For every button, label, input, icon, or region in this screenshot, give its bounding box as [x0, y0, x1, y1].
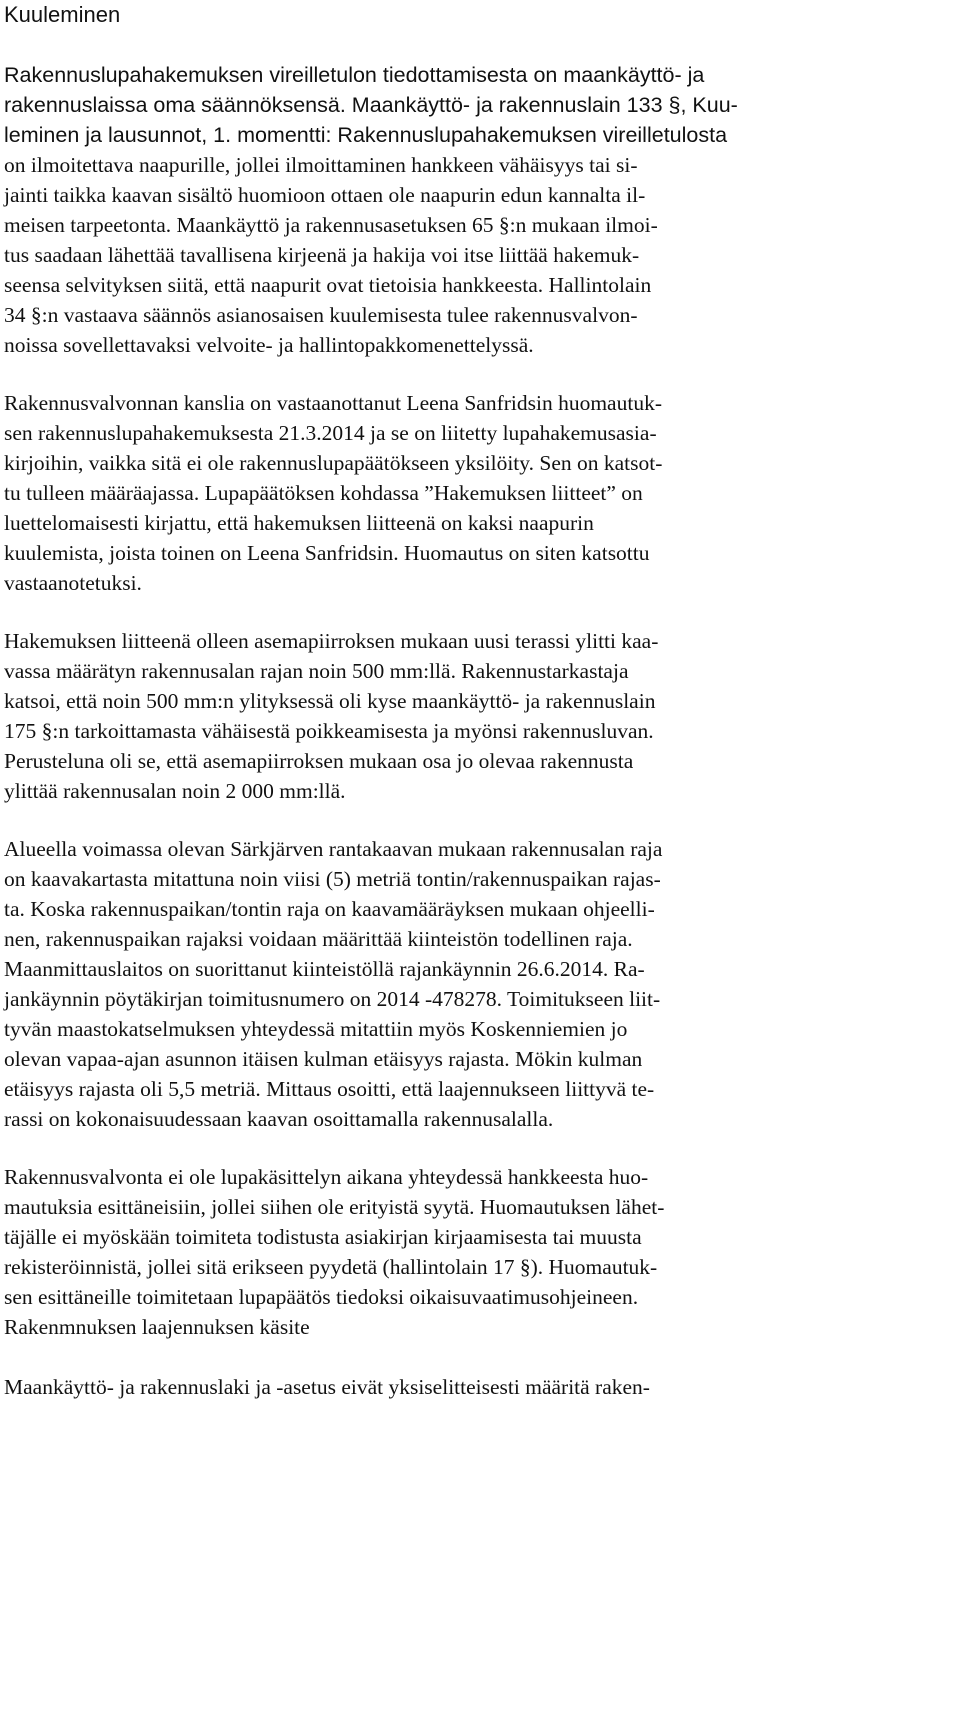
paragraph-3-line-4: 175 §:n tarkoittamasta vähäisestä poikkeamisesta ja myönsi rakennusluvan. — [4, 719, 654, 743]
paragraph-1-line-6: meisen tarpeetonta. Maankäyttö ja rakennusasetuksen 65 §:n mukaan ilmoi- — [4, 213, 658, 237]
paragraph-1-line-7: tus saadaan lähettää tavallisena kirjeenä ja hakija voi itse liittää hakemuk- — [4, 243, 640, 267]
paragraph-4-line-3: ta. Koska rakennuspaikan/tontin raja on kaavamääräyksen mukaan ohjeelli- — [4, 897, 655, 921]
paragraph-4-line-6: jankäynnin pöytäkirjan toimitusnumero on 2014 -478278. Toimitukseen liit- — [4, 987, 661, 1011]
paragraph-2-line-7: vastaanotetuksi. — [4, 571, 142, 595]
paragraph-1-line-8: seensa selvityksen siitä, että naapurit ovat tietoisia hankkeesta. Hallintolain — [4, 273, 652, 297]
paragraph-2-line-4: tu tulleen määräajassa. Lupapäätöksen kohdassa ”Hakemuksen liitteet” on — [4, 481, 643, 505]
paragraph-3-line-3: katsoi, että noin 500 mm:n ylityksessä oli kyse maankäyttö- ja rakennuslain — [4, 689, 656, 713]
paragraph-3-line-2: vassa määrätyn rakennusalan rajan noin 500 mm:llä. Rakennustarkastaja — [4, 659, 629, 683]
paragraph-3-line-5: Perusteluna oli se, että asemapiirroksen mukaan osa jo olevaa rakennusta — [4, 749, 634, 773]
paragraph-5-line-3: täjälle ei myöskään toimiteta todistusta asiakirjan kirjaamisesta tai muusta — [4, 1225, 642, 1249]
paragraph-4-line-2: on kaavakartasta mitattuna noin viisi (5) metriä tontin/rakennuspaikan rajas- — [4, 867, 661, 891]
paragraph-4-line-9: etäisyys rajasta oli 5,5 metriä. Mittaus osoitti, että laajennukseen liittyvä te- — [4, 1077, 655, 1101]
paragraph-5-line-1: Rakennusvalvonta ei ole lupakäsittelyn aikana yhteydessä hankkeesta huo- — [4, 1165, 649, 1189]
paragraph-2-line-6: kuulemista, joista toinen on Leena Sanfridsin. Huomautus on siten katsottu — [4, 541, 650, 565]
paragraph-1-line-3: leminen ja lausunnot, 1. momentti: Rakennuslupahakemuksen vireilletulosta — [4, 123, 728, 147]
paragraph-1-line-1: Rakennuslupahakemuksen vireilletulon tiedottamisesta on maankäyttö- ja — [4, 63, 705, 87]
paragraph-1-line-2: rakennuslaissa oma säännöksensä. Maankäyttö- ja rakennuslain 133 §, Kuu- — [4, 93, 738, 117]
paragraph-2-line-1: Rakennusvalvonnan kanslia on vastaanottanut Leena Sanfridsin huomautuk- — [4, 391, 662, 415]
paragraph-5-line-5: sen esittäneille toimitetaan lupapäätös tiedoksi oikaisuvaatimusohjeineen. — [4, 1285, 639, 1309]
paragraph-1-line-10: noissa sovellettavaksi velvoite- ja hallintopakkomenettelyssä. — [4, 333, 534, 357]
paragraph-4-line-5: Maanmittauslaitos on suorittanut kiinteistöllä rajankäynnin 26.6.2014. Ra- — [4, 957, 645, 981]
paragraph-4-line-10: rassi on kokonaisuudessaan kaavan osoittamalla rakennusalalla. — [4, 1107, 554, 1131]
paragraph-5-line-2: mautuksia esittäneisiin, jollei siihen ole erityistä syytä. Huomautuksen lähet- — [4, 1195, 665, 1219]
paragraph-4-line-1: Alueella voimassa olevan Särkjärven rantakaavan mukaan rakennusalan raja — [4, 837, 663, 861]
paragraph-4-line-4: nen, rakennuspaikan rajaksi voidaan määrittää kiinteistön todellinen raja. — [4, 927, 633, 951]
paragraph-4-line-7: tyvän maastokatselmuksen yhteydessä mitattiin myös Koskenniemien jo — [4, 1017, 628, 1041]
paragraph-2-line-5: luettelomaisesti kirjattu, että hakemuksen liitteenä on kaksi naapurin — [4, 511, 594, 535]
paragraph-2-line-3: kirjoihin, vaikka sitä ei ole rakennuslupapäätökseen yksilöity. Sen on katsot- — [4, 451, 663, 475]
paragraph-2-line-2: sen rakennuslupahakemuksesta 21.3.2014 ja se on liitetty lupahakemusasia- — [4, 421, 657, 445]
paragraph-6-line-1: Maankäyttö- ja rakennuslaki ja -asetus eivät yksiselitteisesti määritä raken- — [4, 1375, 650, 1399]
paragraph-3-line-1: Hakemuksen liitteenä olleen asemapiirroksen mukaan uusi terassi ylitti kaa- — [4, 629, 659, 653]
paragraph-1-line-9: 34 §:n vastaava säännös asianosaisen kuulemisesta tulee rakennusvalvon- — [4, 303, 638, 327]
paragraph-4-line-8: olevan vapaa-ajan asunnon itäisen kulman etäisyys rajasta. Mökin kulman — [4, 1047, 643, 1071]
paragraph-1-line-4: on ilmoitettava naapurille, jollei ilmoittaminen hankkeen vähäisyys tai si- — [4, 153, 638, 177]
page-heading: Kuuleminen — [4, 2, 121, 27]
paragraph-5-line-4: rekisteröinnistä, jollei sitä erikseen pyydetä (hallintolain 17 §). Huomautuk- — [4, 1255, 658, 1279]
paragraph-1-line-5: jainti taikka kaavan sisältö huomioon ottaen ole naapurin edun kannalta il- — [4, 183, 646, 207]
paragraph-3-line-6: ylittää rakennusalan noin 2 000 mm:llä. — [4, 779, 346, 803]
section-heading: Rakenmnuksen laajennuksen käsite — [4, 1315, 310, 1339]
